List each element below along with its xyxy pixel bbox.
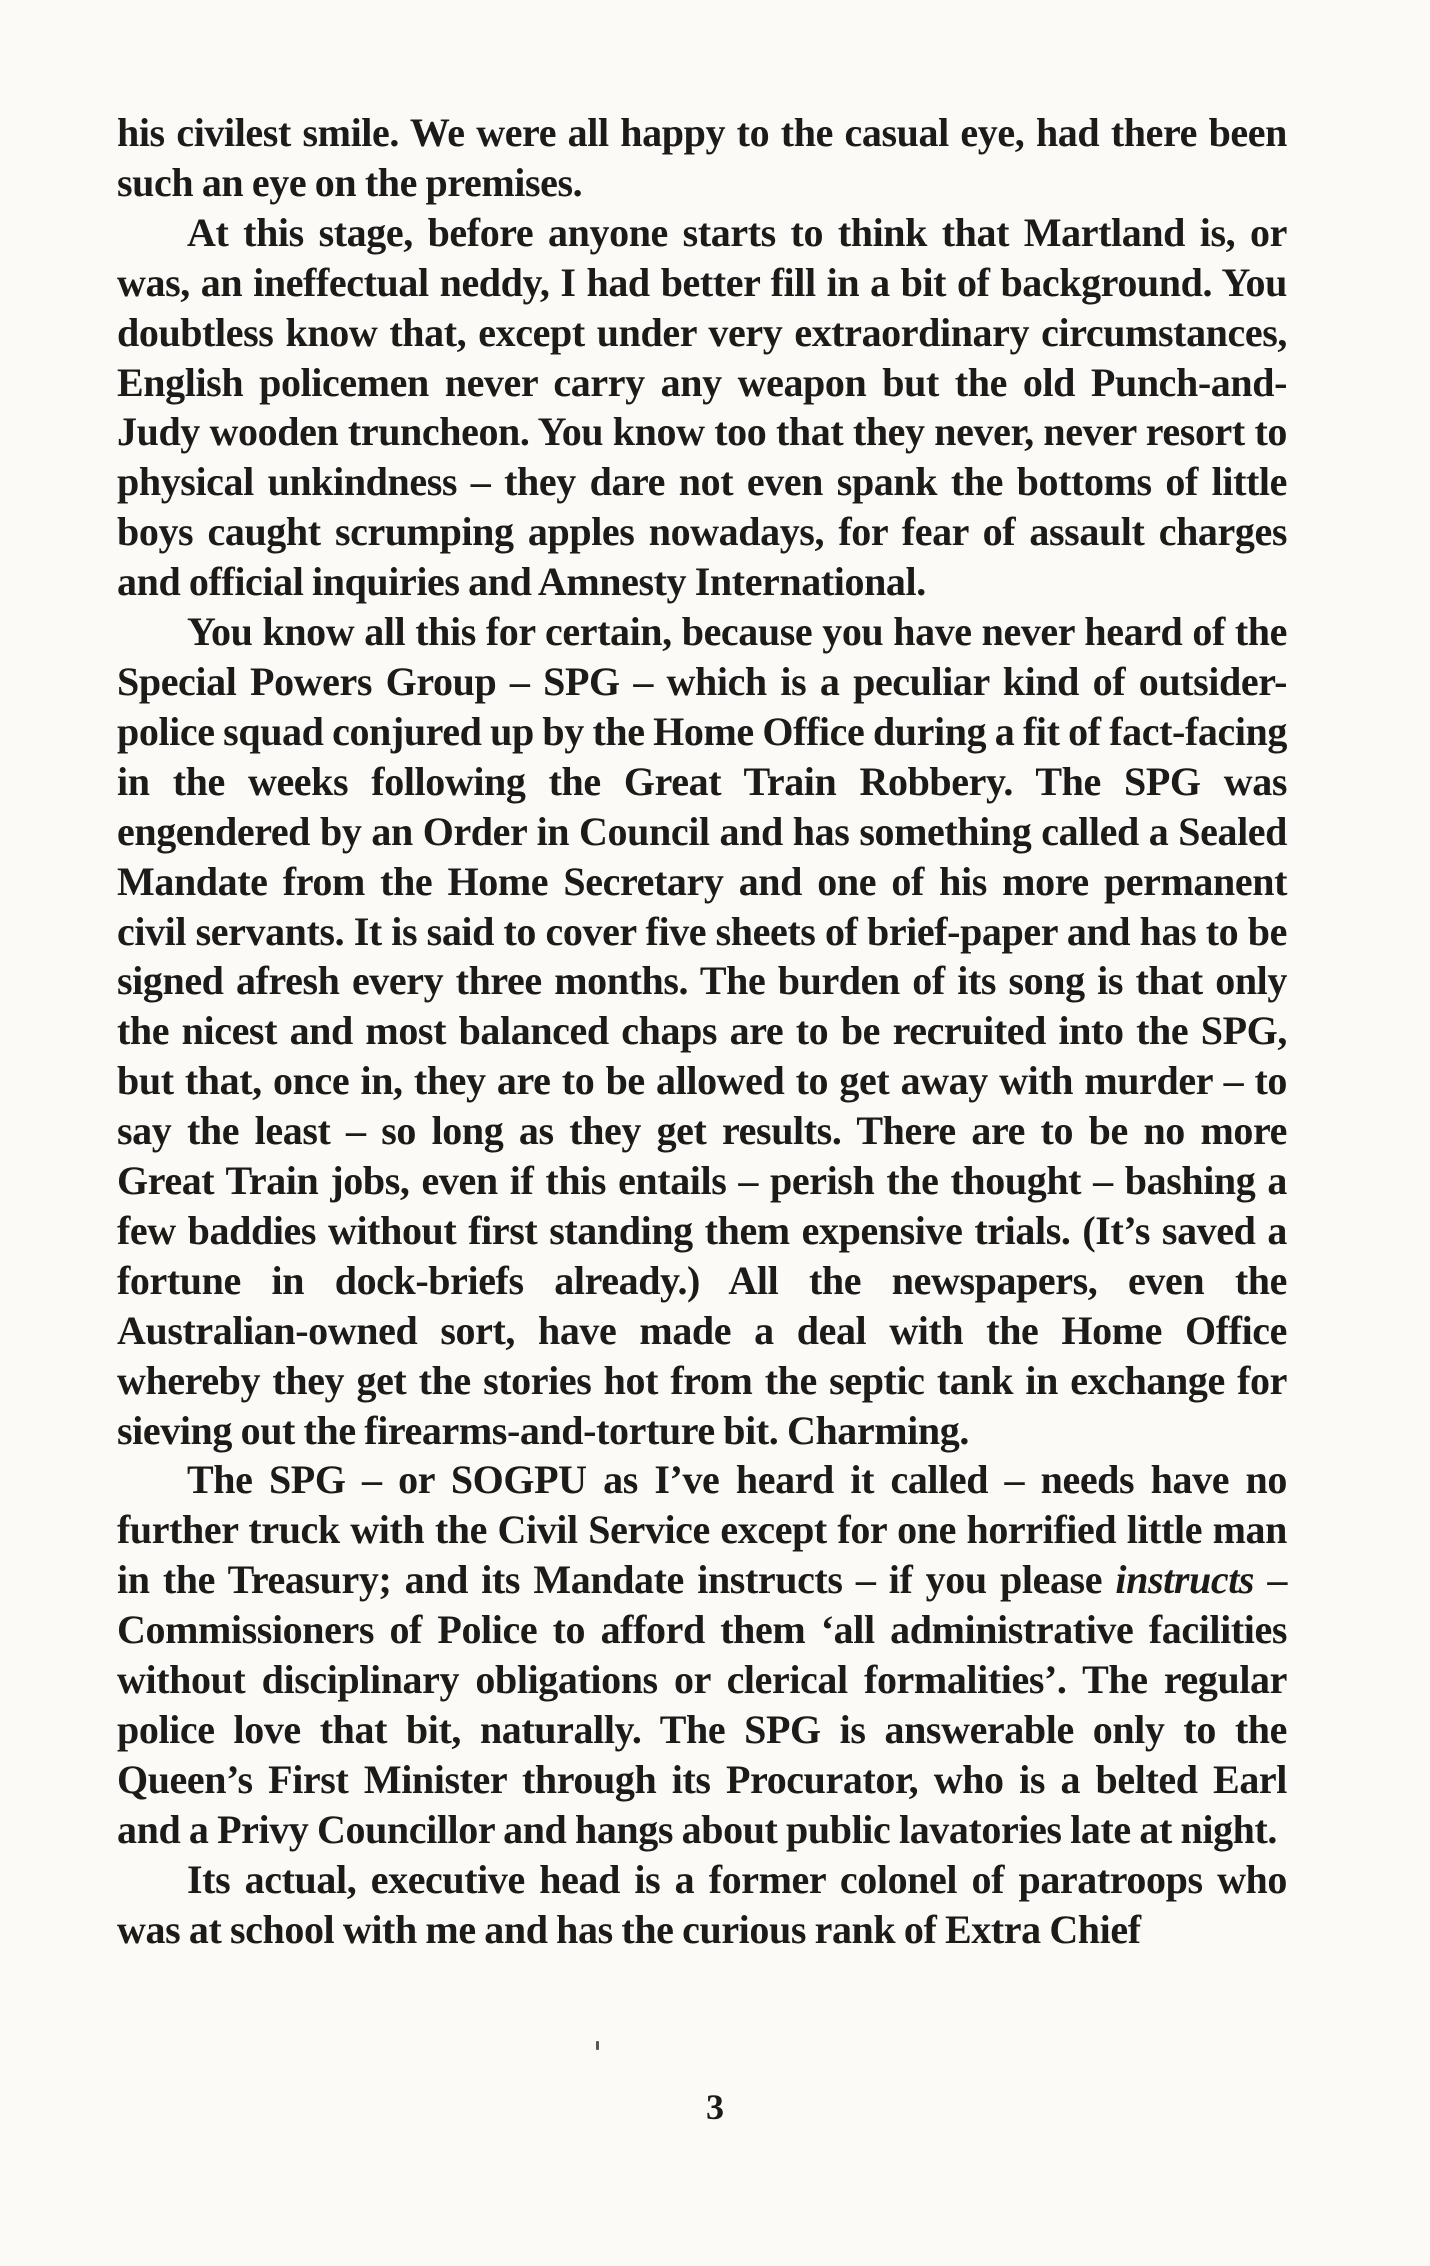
paragraph-2 bbox=[117, 208, 1287, 607]
paragraph-4-text-a: The SPG – or SOGPU as I’ve heard it called – needs have no further truck with the Civil Service except for one horrified little man in the Treasury; and its Mandate instructs – if you please bbox=[117, 1457, 1287, 1603]
paragraph-1-text: his civilest smile. We were all happy to the casual eye, had there been such an eye on the premises. bbox=[117, 110, 1287, 205]
paragraph-2-text: At this stage, before anyone starts to think that Martland is, or was, an ineffectual neddy, I had better fill in a bit of background. You doubtless know that, except under very extraordinary circumstances, English policemen never carry any weapon but the old Punch-and-Judy wooden truncheon. You know too that they never, never resort to physical unkindness – they dare not even spank the bottoms of little boys caught scrumping apples nowadays, for fear of assault charges and official inquiries and Amnesty International. bbox=[117, 209, 1287, 605]
ink-speck bbox=[596, 2041, 599, 2050]
paragraph-1 bbox=[117, 108, 1287, 208]
paragraph-5-text: Its actual, executive head is a former colonel of paratroops who was at school with me and has the curious rank of Extra Chief bbox=[117, 1856, 1287, 1952]
paragraph-4-emphasis: instructs bbox=[1115, 1557, 1255, 1603]
page-number: 3 bbox=[706, 2087, 724, 2127]
paragraph-3-text: You know all this for certain, because you have never heard of the Special Powers Group – SPG – which is a peculiar kind of outsider-police squad conjured up by the Home Office during a fit of fact-facing in the weeks following the Great Train Robbery. The SPG was engendered by an Order in Council and has something called a Sealed Mandate from the Home Secretary and one of his more permanent civil servants. It is said to cover five sheets of brief-paper and has to be signed afresh every three months. The burden of its song is that only the nicest and most balanced chaps are to be recruited into the SPG, but that, once in, they are to be allowed to get away with murder – to say the least – so long as they get results. There are to be no more Great Train jobs, even if this entails – perish the thought – bashing a few baddies without first standing them expensive trials. (It’s saved a fortune in dock-briefs already.) All the newspapers, even the Australian-owned sort, have made a deal with the Home Office whereby they get the stories hot from the septic tank in exchange for sieving out the firearms-and-torture bit. Charming. bbox=[117, 609, 1287, 1453]
paragraph-3 bbox=[117, 607, 1287, 1455]
page-body bbox=[117, 108, 1287, 1955]
paragraph-4-text-b: – Commissioners of Police to afford them ‘all administrative facilities without disciplinary obligations or clerical formalities’. The regular police love that bit, naturally. The SPG is answerable only to the Queen’s First Minister through its Procurator, who is a belted Earl and a Privy Councillor and hangs about public lavatories late at night. bbox=[117, 1557, 1287, 1852]
paragraph-4 bbox=[117, 1455, 1287, 1854]
paragraph-5 bbox=[117, 1855, 1287, 1955]
